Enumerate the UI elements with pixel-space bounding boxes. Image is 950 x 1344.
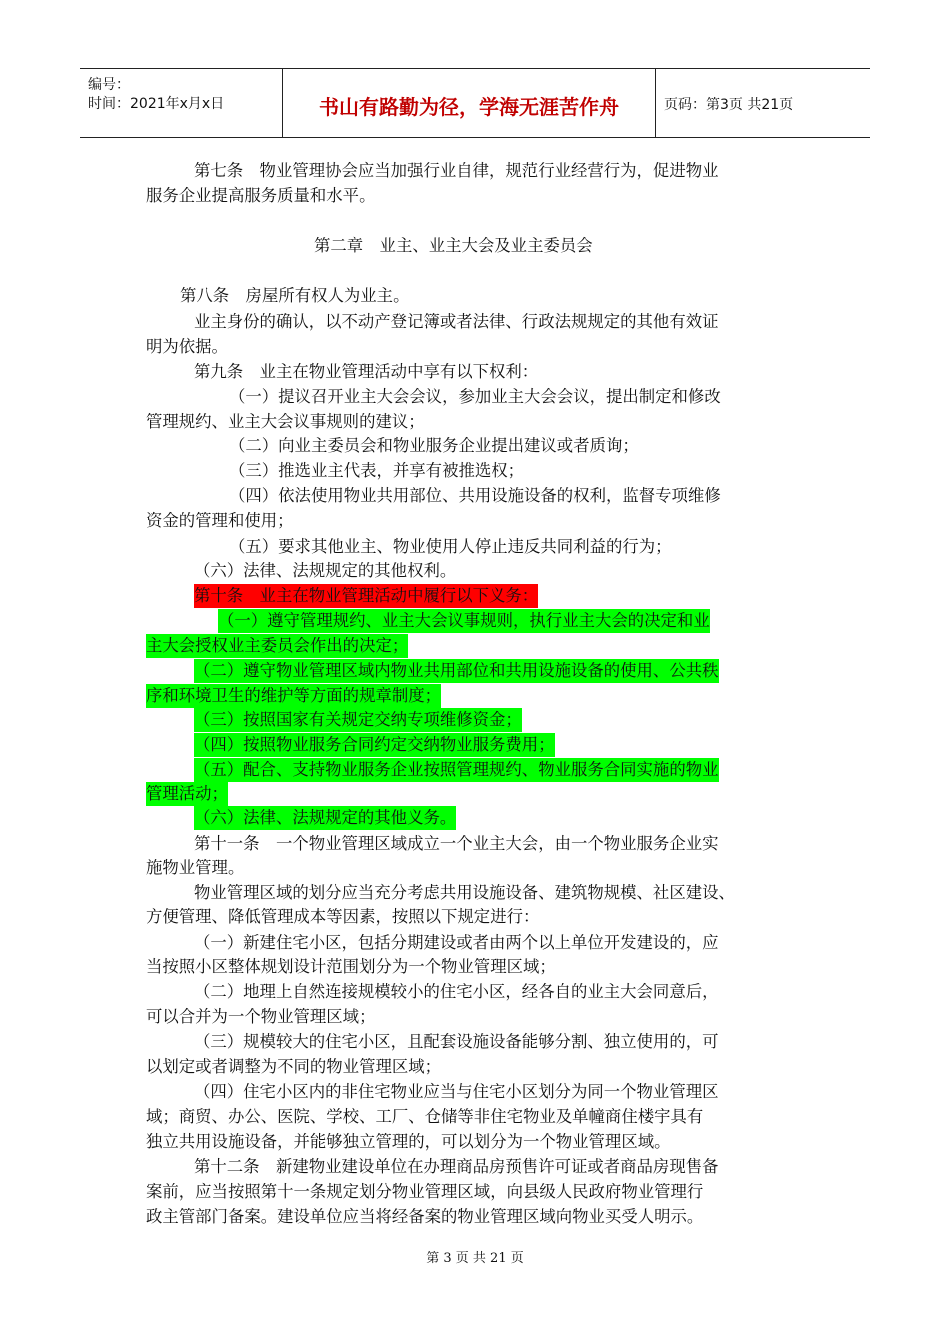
highlighted-line-green: （一）遵守管理规约、业主大会议事规则，执行业主大会的决定和业	[218, 609, 710, 633]
highlighted-line-red: 第十条 业主在物业管理活动中履行以下义务：	[194, 584, 538, 608]
body-line: 当按照小区整体规划设计范围划分为一个物业管理区域；	[146, 957, 556, 976]
body-line: 政主管部门备案。建设单位应当将经备案的物业管理区域向物业买受人明示。	[146, 1207, 704, 1226]
body-line: 业主身份的确认，以不动产登记簿或者法律、行政法规规定的其他有效证	[194, 312, 719, 331]
doc-number-label: 编号：	[88, 77, 130, 93]
body-line: （五）要求其他业主、物业使用人停止违反共同利益的行为；	[229, 537, 672, 556]
body-line: 第十二条 新建物业建设单位在办理商品房预售许可证或者商品房现售备	[194, 1157, 719, 1176]
body-line: （三）规模较大的住宅小区，且配套设施设备能够分割、独立使用的，可	[194, 1032, 719, 1051]
body-line: 域；商贸、办公、医院、学校、工厂、仓储等非住宅物业及单幢商住楼宇具有	[146, 1107, 704, 1126]
highlighted-line-green: （六）法律、法规规定的其他义务。	[194, 806, 456, 830]
body-line: 第八条 房屋所有权人为业主。	[180, 286, 410, 305]
header-page-number: 页码：第3页 共21页	[664, 97, 794, 113]
body-line: （一）新建住宅小区，包括分期建设或者由两个以上单位开发建设的，应	[194, 933, 719, 952]
body-line: 案前，应当按照第十一条规定划分物业管理区域，向县级人民政府物业管理行	[146, 1182, 704, 1201]
page-footer: 第 3 页 共 21 页	[426, 1251, 524, 1266]
body-line: 可以合并为一个物业管理区域；	[146, 1007, 376, 1026]
body-line: （四）依法使用物业共用部位、共用设施设备的权利，监督专项维修	[229, 486, 721, 505]
page-header	[80, 68, 870, 138]
highlighted-line-green: 管理活动；	[146, 782, 228, 806]
body-line: 第十一条 一个物业管理区域成立一个业主大会，由一个物业服务企业实	[194, 834, 719, 853]
body-line: 资金的管理和使用；	[146, 511, 294, 530]
header-page-cell	[656, 69, 870, 137]
highlighted-line-green: （三）按照国家有关规定交纳专项维修资金；	[194, 708, 522, 732]
body-line: （四）住宅小区内的非住宅物业应当与住宅小区划分为同一个物业管理区	[194, 1082, 719, 1101]
body-line: （六）法律、法规规定的其他权利。	[194, 561, 457, 580]
header-motto-cell	[283, 69, 656, 137]
body-line: 第七条 物业管理协会应当加强行业自律，规范行业经营行为，促进物业	[194, 161, 719, 180]
body-line: 独立共用设施设备，并能够独立管理的，可以划分为一个物业管理区域。	[146, 1132, 671, 1151]
body-line: 物业管理区域的划分应当充分考虑共用设施设备、建筑物规模、社区建设、	[194, 883, 735, 902]
body-line: 服务企业提高服务质量和水平。	[146, 186, 376, 205]
body-line: 第九条 业主在物业管理活动中享有以下权利：	[194, 362, 539, 381]
highlighted-line-green: （四）按照物业服务合同约定交纳物业服务费用；	[194, 733, 555, 757]
highlighted-line-green: （五）配合、支持物业服务企业按照管理规约、物业服务合同实施的物业	[194, 758, 719, 782]
highlighted-line-green: 序和环境卫生的维护等方面的规章制度；	[146, 684, 441, 708]
header-meta-cell	[80, 69, 283, 137]
chapter-heading: 第二章 业主、业主大会及业主委员会	[314, 236, 593, 255]
body-line: （二）向业主委员会和物业服务企业提出建议或者质询；	[229, 436, 639, 455]
body-line: 方便管理、降低管理成本等因素，按照以下规定进行：	[146, 907, 540, 926]
highlighted-line-green: 主大会授权业主委员会作出的决定；	[146, 634, 408, 658]
header-motto: 书山有路勤为径，学海无涯苦作舟	[319, 95, 619, 119]
body-line: 施物业管理。	[146, 858, 245, 877]
body-line: （一）提议召开业主大会会议，参加业主大会会议，提出制定和修改	[229, 387, 721, 406]
body-line: 以划定或者调整为不同的物业管理区域；	[146, 1057, 442, 1076]
body-line: （二）地理上自然连接规模较小的住宅小区，经各自的业主大会同意后，	[194, 982, 719, 1001]
body-line: 明为依据。	[146, 337, 228, 356]
body-line: 管理规约、业主大会议事规则的建议；	[146, 412, 425, 431]
body-line: （三）推选业主代表，并享有被推选权；	[229, 461, 525, 480]
doc-time-label: 时间：2021年x月x日	[88, 96, 225, 112]
highlighted-line-green: （二）遵守物业管理区域内物业共用部位和共用设施设备的使用、公共秩	[194, 659, 719, 683]
